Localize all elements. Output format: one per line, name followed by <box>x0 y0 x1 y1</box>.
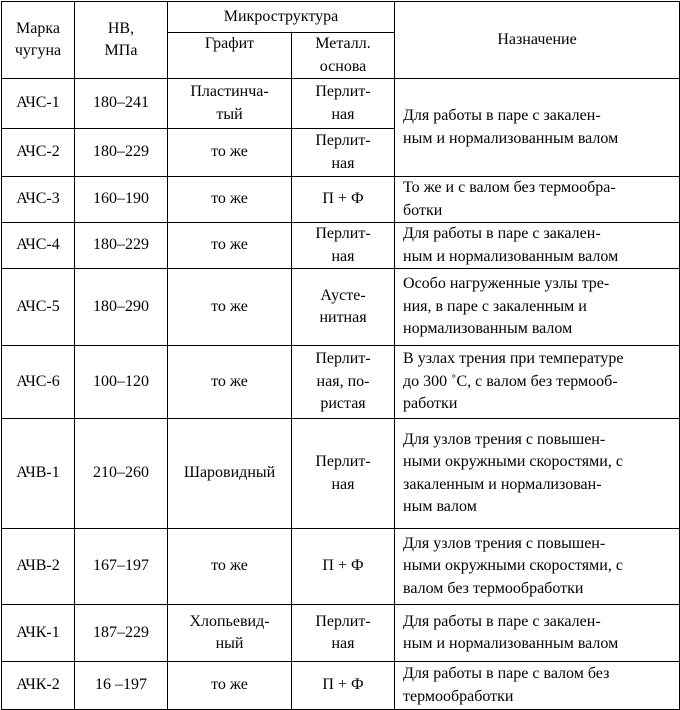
matrix-cell: Перлит- ная <box>292 605 395 662</box>
matrix-cell: П + Ф <box>292 529 395 605</box>
graphite-cell: Шаровидный <box>168 419 292 529</box>
table-row <box>2 346 680 419</box>
purpose-cell: Для узлов трения с повышен- ными окружными скоростями, с валом без термообработки <box>395 529 680 605</box>
grade-cell: АЧС-4 <box>2 223 75 269</box>
matrix-cell: Перлит- ная <box>292 223 395 269</box>
hardness-cell: 100–120 <box>75 346 168 419</box>
hardness-cell: 160–190 <box>75 177 168 223</box>
graphite-cell: то же <box>168 662 292 710</box>
hardness-cell: 167–197 <box>75 529 168 605</box>
graphite-cell: то же <box>168 129 292 177</box>
hardness-cell: 180–229 <box>75 223 168 269</box>
table-row <box>2 177 680 223</box>
grade-cell: АЧС-2 <box>2 129 75 177</box>
grade-cell: АЧК-2 <box>2 662 75 710</box>
hardness-cell: 180–290 <box>75 269 168 346</box>
table-row <box>2 79 680 129</box>
graphite-cell: то же <box>168 529 292 605</box>
graphite-cell: то же <box>168 269 292 346</box>
purpose-cell: Для узлов трения с повышен- ными окружными скоростями, с закаленным и нормализован- ным валом <box>395 419 680 529</box>
header-grade: Марка чугуна <box>2 2 75 79</box>
matrix-cell: П + Ф <box>292 177 395 223</box>
grade-cell: АЧВ-2 <box>2 529 75 605</box>
purpose-cell: Для работы в паре с закален- ным и нормализованным валом <box>395 79 680 177</box>
grade-cell: АЧС-1 <box>2 79 75 129</box>
hardness-cell: 180–241 <box>75 79 168 129</box>
graphite-cell: Пластинча- тый <box>168 79 292 129</box>
grade-cell: АЧС-5 <box>2 269 75 346</box>
hardness-cell: 210–260 <box>75 419 168 529</box>
matrix-cell: Перлит- ная <box>292 79 395 129</box>
grade-cell: АЧК-1 <box>2 605 75 662</box>
table-row <box>2 419 680 529</box>
header-graphite: Графит <box>168 33 292 79</box>
table-row <box>2 223 680 269</box>
purpose-cell: То же и с валом без термообра- ботки <box>395 177 680 223</box>
purpose-cell: Для работы в паре с закален- ным и нормализованным валом <box>395 605 680 662</box>
matrix-cell: Перлит- ная <box>292 129 395 177</box>
matrix-cell: Перлит- ная <box>292 419 395 529</box>
matrix-cell: П + Ф <box>292 662 395 710</box>
hardness-cell: 16 –197 <box>75 662 168 710</box>
matrix-cell: Аусте- нитная <box>292 269 395 346</box>
purpose-cell: Особо нагруженные узлы тре- ния, в паре с закаленным и нормализованным валом <box>395 269 680 346</box>
grade-cell: АЧС-3 <box>2 177 75 223</box>
header-matrix: Металл. основа <box>292 33 395 79</box>
graphite-cell: то же <box>168 346 292 419</box>
purpose-cell: Для работы в паре с валом без термообработки <box>395 662 680 710</box>
purpose-cell: Для работы в паре с закален- ным и нормализованным валом <box>395 223 680 269</box>
cast-iron-table <box>1 1 680 710</box>
graphite-cell: Хлопьевид- ный <box>168 605 292 662</box>
graphite-cell: то же <box>168 223 292 269</box>
header-purpose: Назначение <box>395 2 680 79</box>
graphite-cell: то же <box>168 177 292 223</box>
table-row <box>2 662 680 710</box>
grade-cell: АЧВ-1 <box>2 419 75 529</box>
matrix-cell: Перлит- ная, по- ристая <box>292 346 395 419</box>
hardness-cell: 187–229 <box>75 605 168 662</box>
grade-cell: АЧС-6 <box>2 346 75 419</box>
table-row <box>2 605 680 662</box>
header-microstructure: Микроструктура <box>168 2 395 33</box>
table-row <box>2 529 680 605</box>
hardness-cell: 180–229 <box>75 129 168 177</box>
table-row <box>2 269 680 346</box>
purpose-cell: В узлах трения при температуре до 300 ˚С, с валом без термооб- работки <box>395 346 680 419</box>
header-hardness: НВ, МПа <box>75 2 168 79</box>
